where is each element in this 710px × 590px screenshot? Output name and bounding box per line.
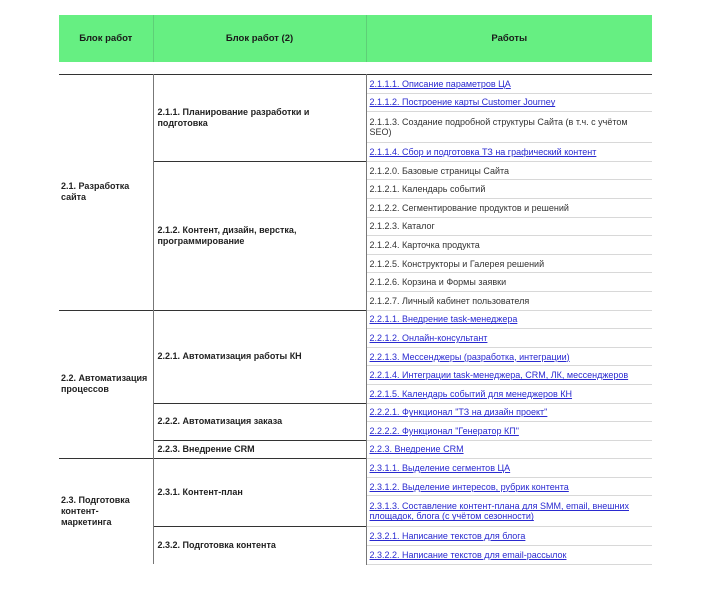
work-cell[interactable]: [366, 477, 652, 496]
subsection-title: 2.2.3. Внедрение CRM: [153, 440, 366, 459]
work-cell[interactable]: [366, 310, 652, 329]
header-works: Работы: [366, 15, 652, 62]
work-link[interactable]: 2.2.1.5. Календарь событий для менеджеров КН: [369, 388, 573, 399]
work-text: 2.1.1.3. Создание подробной структуры Сайта (в т.ч. с учётом SEO): [369, 117, 628, 138]
work-cell: [366, 217, 652, 236]
work-cell: [366, 291, 652, 310]
work-cell: [366, 273, 652, 292]
subsection-title: 2.1.1. Планирование разработки и подготовка: [153, 75, 366, 162]
table-body: [59, 62, 652, 564]
subsection-title: 2.3.1. Контент-план: [153, 459, 366, 527]
section-title: 2.1. Разработка сайта: [59, 75, 153, 311]
work-cell[interactable]: [366, 546, 652, 565]
work-link[interactable]: 2.2.1.1. Внедрение task-менеджера: [369, 314, 518, 325]
work-cell[interactable]: [366, 496, 652, 527]
work-link[interactable]: 2.2.3. Внедрение CRM: [369, 444, 464, 455]
table-header-row: [59, 15, 652, 62]
table-row: [59, 310, 652, 329]
work-cell: [366, 161, 652, 180]
header-block-2: Блок работ (2): [153, 15, 366, 62]
work-link[interactable]: 2.3.2.1. Написание текстов для блога: [369, 531, 526, 542]
table-row: [59, 75, 652, 94]
work-link[interactable]: 2.3.1.3. Составление контент-плана для SMM, email, внешних площадок, блога (с учётом сезонности): [369, 501, 629, 522]
work-cell[interactable]: [366, 75, 652, 94]
header-gap-row: [59, 62, 652, 75]
work-text: 2.1.2.4. Карточка продукта: [369, 239, 480, 250]
work-cell: [366, 112, 652, 143]
work-text: 2.1.2.5. Конструкторы и Галерея решений: [369, 258, 545, 269]
work-cell[interactable]: [366, 403, 652, 422]
subsection-title: 2.3.2. Подготовка контента: [153, 527, 366, 564]
header-block: Блок работ: [59, 15, 153, 62]
work-link[interactable]: 2.2.2.1. Функционал "ТЗ на дизайн проект": [369, 407, 548, 418]
subsection-title: 2.2.2. Автоматизация заказа: [153, 403, 366, 440]
work-cell[interactable]: [366, 459, 652, 478]
work-cell[interactable]: [366, 366, 652, 385]
work-cell[interactable]: [366, 440, 652, 459]
subsection-title: 2.1.2. Контент, дизайн, верстка, программирование: [153, 161, 366, 310]
work-text: 2.1.2.7. Личный кабинет пользователя: [369, 295, 530, 306]
work-cell: [366, 180, 652, 199]
work-link[interactable]: 2.1.1.2. Построение карты Customer Journey: [369, 97, 556, 108]
work-text: 2.1.2.0. Базовые страницы Сайта: [369, 165, 510, 176]
work-cell[interactable]: [366, 384, 652, 403]
work-cell[interactable]: [366, 329, 652, 348]
work-cell[interactable]: [366, 93, 652, 112]
work-cell: [366, 254, 652, 273]
work-link[interactable]: 2.1.1.1. Описание параметров ЦА: [369, 78, 511, 89]
subsection-title: 2.2.1. Автоматизация работы КН: [153, 310, 366, 403]
section-title: 2.2. Автоматизация процессов: [59, 310, 153, 459]
work-link[interactable]: 2.2.1.2. Онлайн-консультант: [369, 332, 488, 343]
work-link[interactable]: 2.3.1.2. Выделение интересов, рубрик контента: [369, 481, 569, 492]
header-gap: [59, 62, 652, 75]
work-link[interactable]: 2.2.2.2. Функционал "Генератор КП": [369, 425, 519, 436]
work-link[interactable]: 2.3.2.2. Написание текстов для email-рассылок: [369, 549, 567, 560]
section-title: 2.3. Подготовка контент-маркетинга: [59, 459, 153, 564]
work-text: 2.1.2.1. Календарь событий: [369, 184, 486, 195]
work-breakdown-table-wrapper: [59, 15, 652, 565]
work-cell[interactable]: [366, 143, 652, 162]
work-text: 2.1.2.2. Сегментирование продуктов и решений: [369, 202, 569, 213]
work-cell[interactable]: [366, 527, 652, 546]
table-row: [59, 459, 652, 478]
work-cell: [366, 198, 652, 217]
work-link[interactable]: 2.1.1.4. Сбор и подготовка ТЗ на графический контент: [369, 146, 597, 157]
work-link[interactable]: 2.2.1.3. Мессенджеры (разработка, интеграции): [369, 351, 570, 362]
work-link[interactable]: 2.3.1.1. Выделение сегментов ЦА: [369, 463, 511, 474]
work-cell[interactable]: [366, 347, 652, 366]
work-cell[interactable]: [366, 422, 652, 441]
work-text: 2.1.2.3. Каталог: [369, 221, 435, 232]
work-text: 2.1.2.6. Корзина и Формы заявки: [369, 277, 507, 288]
work-breakdown-table: [59, 15, 652, 565]
work-link[interactable]: 2.2.1.4. Интеграции task-менеджера, CRM, ЛК, мессенджеров: [369, 370, 629, 381]
work-cell: [366, 236, 652, 255]
